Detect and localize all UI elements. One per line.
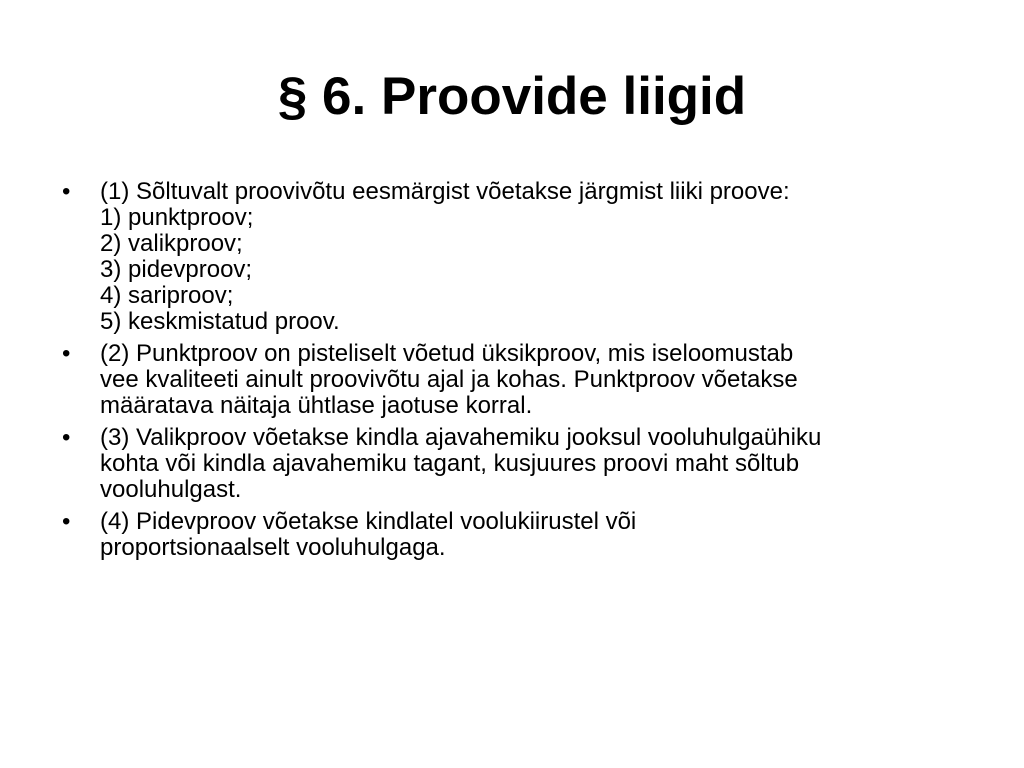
bullet-1-line-4: 3) pidevproov; bbox=[100, 256, 253, 283]
bullet-3-line-2: kohta või kindla ajavahemiku tagant, kusjuures proovi maht sõltub bbox=[100, 450, 800, 477]
bullet-1-line-5: 4) sariproov; bbox=[100, 282, 234, 309]
bullet-2-line-3: määratava näitaja ühtlase jaotuse korral. bbox=[100, 392, 533, 419]
bullet-item-3 bbox=[62, 425, 1002, 503]
bullet-item-4 bbox=[62, 509, 1002, 561]
bullet-4-line-1: (4) Pidevproov võetakse kindlatel voolukiirustel või bbox=[100, 508, 637, 535]
bullet-list bbox=[62, 179, 1002, 567]
bullet-marker: • bbox=[62, 178, 71, 205]
bullet-marker: • bbox=[62, 508, 71, 535]
bullet-1-line-2: 1) punktproov; bbox=[100, 204, 254, 231]
bullet-1-line-1: (1) Sõltuvalt proovivõtu eesmärgist võetakse järgmist liiki proove: bbox=[100, 178, 790, 205]
bullet-2-line-2: vee kvaliteeti ainult proovivõtu ajal ja kohas. Punktproov võetakse bbox=[100, 366, 798, 393]
bullet-marker: • bbox=[62, 424, 71, 451]
bullet-4-line-2: proportsionaalselt vooluhulgaga. bbox=[100, 534, 446, 561]
bullet-item-1 bbox=[62, 179, 1002, 335]
bullet-1-line-3: 2) valikproov; bbox=[100, 230, 243, 257]
bullet-2-line-1: (2) Punktproov on pisteliselt võetud üksikproov, mis iseloomustab bbox=[100, 340, 794, 367]
bullet-3-line-3: vooluhulgast. bbox=[100, 476, 242, 503]
bullet-1-line-6: 5) keskmistatud proov. bbox=[100, 308, 340, 335]
slide-title: § 6. Proovide liigid bbox=[277, 67, 747, 126]
bullet-3-line-1: (3) Valikproov võetakse kindla ajavahemiku jooksul vooluhulgaühiku bbox=[100, 424, 822, 451]
bullet-item-2 bbox=[62, 341, 1002, 419]
bullet-marker: • bbox=[62, 340, 71, 367]
